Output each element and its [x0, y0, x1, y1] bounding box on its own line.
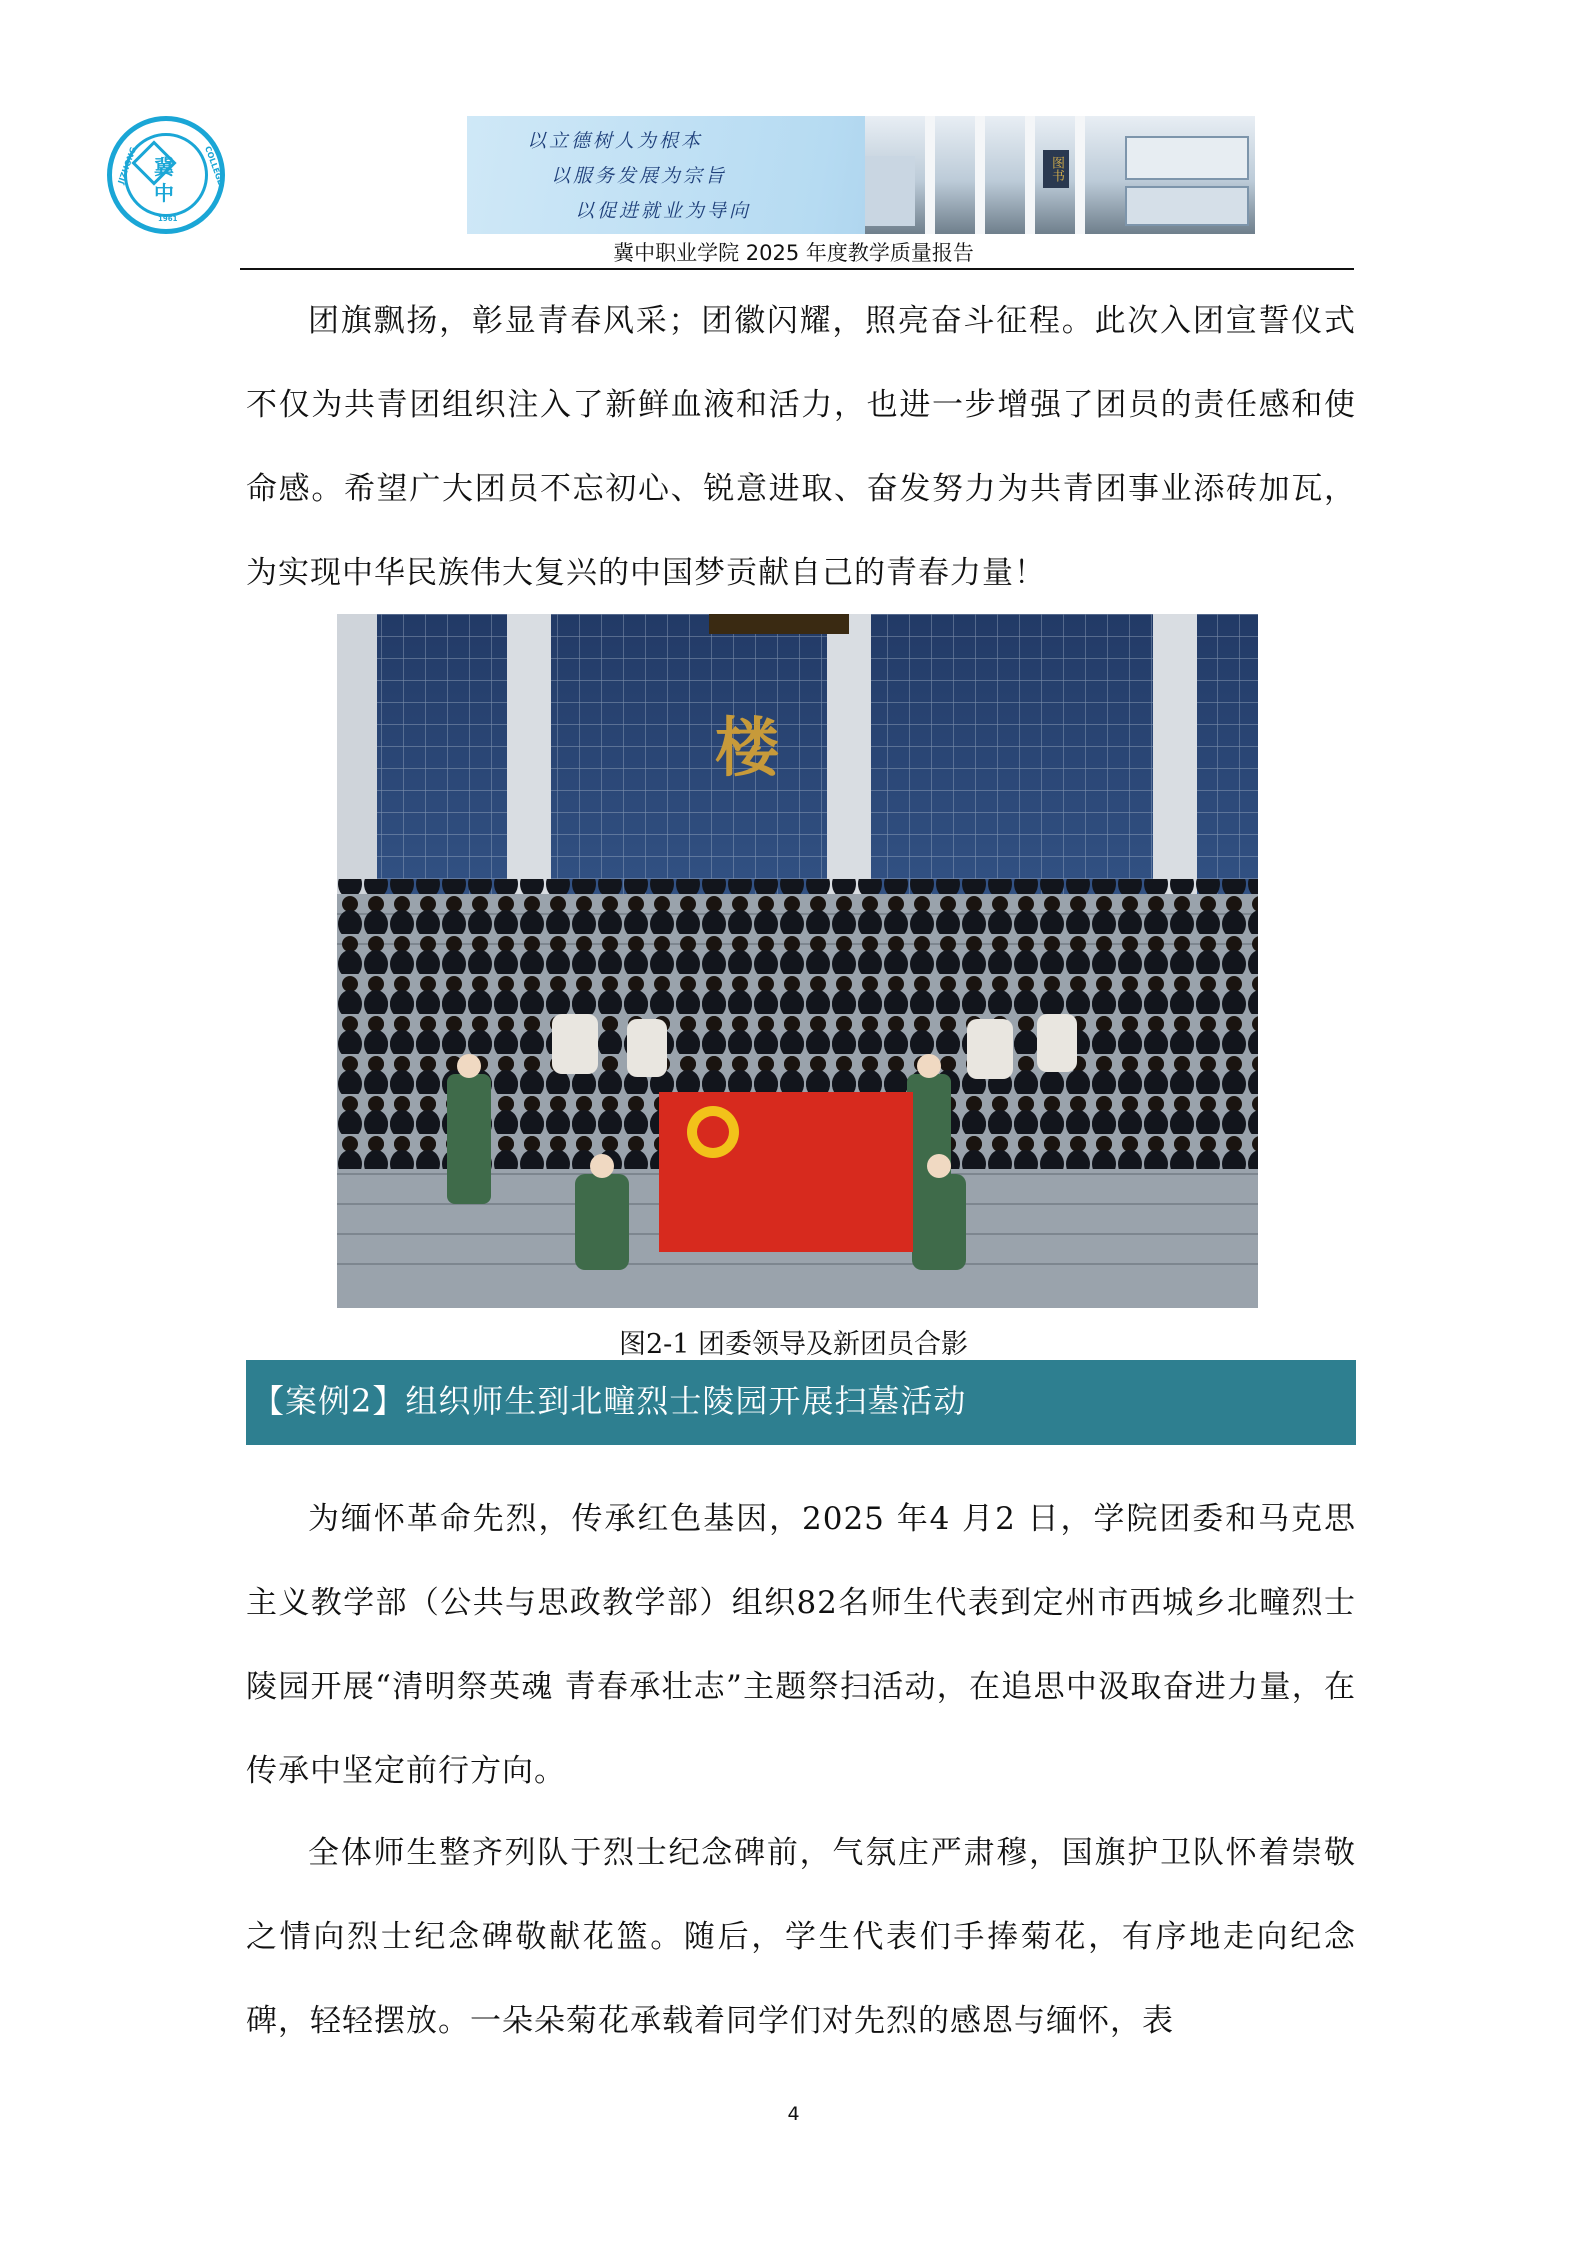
building-sign-char: 楼	[715, 711, 779, 786]
figure-caption: 图2-1 团委领导及新团员合影	[618, 1329, 969, 1360]
logo-char-top: 冀	[154, 155, 174, 179]
banner-building	[865, 116, 1255, 234]
header-divider	[240, 268, 1354, 270]
paragraph-1: 团旗飘扬，彰显青春风采；团徽闪耀，照亮奋斗征程。此次入团宣誓仪式不仅为共青团组织注入了新鲜血液和活力，也进一步增强了团员的责任感和使命感。希望广大团员不忘初心、锐意进取、奋发努力为共青团事业添砖加瓦，为实现中华民族伟大复兴的中国梦贡献自己的青春力量！	[246, 303, 1356, 591]
case-title: 【案例2】组织师生到北疃烈士陵园开展扫墓活动	[252, 1382, 967, 1420]
logo-char-bottom: 中	[154, 181, 174, 205]
banner-building-sign: 图书	[1049, 156, 1064, 182]
case-title-bar	[246, 1360, 1356, 1445]
banner-motto-2: 以服务发展为宗旨	[551, 165, 728, 187]
logo-ring-left: JIZHONG	[116, 145, 139, 186]
group-photo	[337, 614, 1258, 1308]
paragraph-3: 全体师生整齐列队于烈士纪念碑前，气氛庄严肃穆，国旗护卫队怀着崇敬之情向烈士纪念碑敬献花篮。随后，学生代表们手捧菊花，有序地走向纪念碑，轻轻摆放。一朵朵菊花承载着同学们对先烈的感恩与缅怀，表	[246, 1835, 1356, 2039]
group-photo-illustration	[337, 614, 1258, 1308]
college-logo	[107, 116, 225, 234]
page-number: 4	[787, 2103, 800, 2125]
report-title: 冀中职业学院 2025 年度教学质量报告	[613, 241, 974, 265]
logo-year: 1961	[158, 215, 178, 223]
logo-ring-right: COLLEGE	[203, 144, 226, 187]
header-banner	[467, 116, 1255, 234]
banner-motto-3: 以促进就业为导向	[575, 200, 752, 222]
banner-motto-1: 以立德树人为根本	[527, 130, 704, 152]
paragraph-2: 为缅怀革命先烈，传承红色基因，2025 年4 月2 日，学院团委和马克思主义教学部（公共与思政教学部）组织82名师生代表到定州市西城乡北疃烈士陵园开展“清明祭英魂 青春承壮志”主题祭扫活动，在追思中汲取奋进力量，在传承中坚定前行方向。	[246, 1501, 1356, 1789]
